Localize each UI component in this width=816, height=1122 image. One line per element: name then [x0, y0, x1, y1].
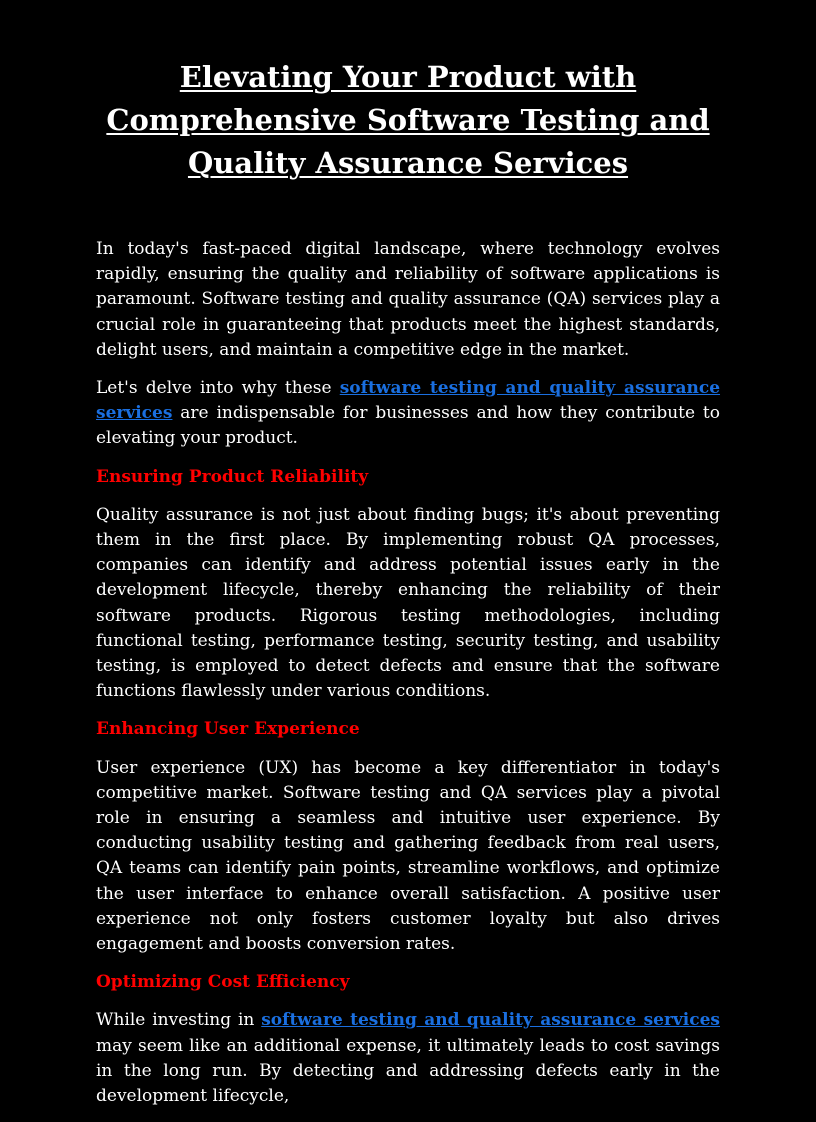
- section-body-reliability: Quality assurance is not just about finding bugs; it's about preventing them in the first place. By implementing robust QA processes, companies can identify and address potential issues early in the development lifecycle, thereby enhancing the reliability of their software products. Rigorous testing methodologies, including functional testing, performance testing, security testing, and usability testing, is employed to detect defects and ensure that the software functions flawlessly under various conditions.: [96, 504, 720, 702]
- article-body: [96, 237, 720, 1109]
- services-link[interactable]: software testing and quality assurance services: [96, 378, 721, 424]
- cost-text-after: may seem like an additional expense, it ultimately leads to cost savings in the long run. By detecting and addressing defects early in the development lifecycle,: [96, 1035, 720, 1107]
- page-title: Elevating Your Product with Comprehensive Software Testing and Quality Assurance Services: [106, 60, 710, 180]
- section-body-cost-efficiency: [96, 1008, 720, 1109]
- section-body-user-experience: User experience (UX) has become a key differentiator in today's competitive market. Software testing and QA services play a pivotal role in ensuring a seamless and intuitive user experience. By conducting usability testing and gathering feedback from real users, QA teams can identify pain points, streamline workflows, and optimize the user interface to enhance overall satisfaction. A positive user experience not only fosters customer loyalty but also drives engagement and boosts conversion rates.: [96, 757, 720, 955]
- delve-paragraph: [96, 376, 720, 452]
- cost-text-before: While investing in: [96, 1010, 262, 1031]
- section-heading-reliability: Ensuring Product Reliability: [96, 466, 369, 487]
- intro-paragraph: In today's fast-paced digital landscape, where technology evolves rapidly, ensuring the quality and reliability of software applications is paramount. Software testing and quality assurance (QA) services play a crucial role in guaranteeing that products meet the highest standards, delight users, and maintain a competitive edge in the market.: [96, 239, 720, 360]
- services-link-2[interactable]: software testing and quality assurance services: [261, 1010, 721, 1031]
- section-heading-cost-efficiency: Optimizing Cost Efficiency: [96, 972, 350, 993]
- delve-text-after: are indispensable for businesses and how they contribute to elevating your product.: [96, 403, 720, 449]
- section-heading-user-experience: Enhancing User Experience: [96, 719, 360, 740]
- delve-text-before: Let's delve into why these: [96, 378, 340, 399]
- document-page: [96, 0, 720, 1122]
